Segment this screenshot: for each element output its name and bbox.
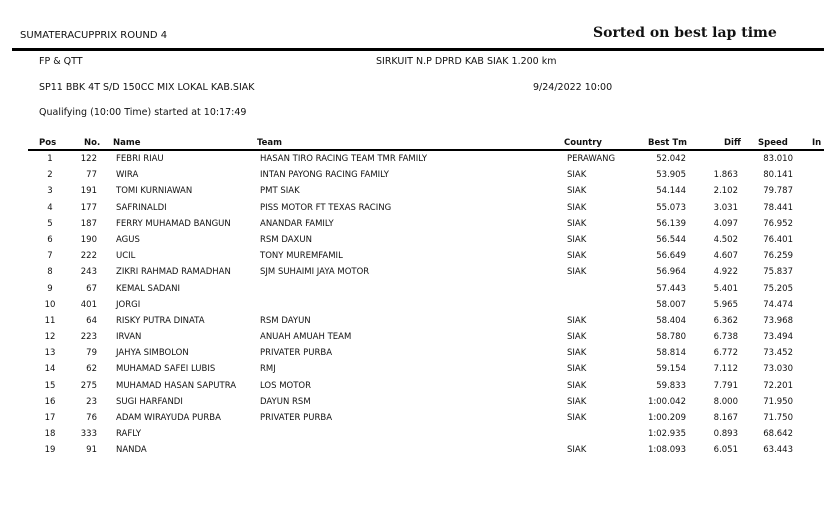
- cell-best: 1:00.042: [647, 396, 686, 407]
- header-divider: [28, 149, 824, 151]
- cell-best: 57.443: [656, 283, 686, 294]
- table-row: [0, 412, 836, 428]
- cell-pos: 19: [44, 445, 56, 456]
- cell-team: PRIVATER PURBA: [260, 413, 333, 423]
- cell-name: TOMI KURNIAWAN: [116, 186, 193, 197]
- cell-name: FERRY MUHAMAD BANGUN: [116, 218, 231, 229]
- circuit-label: SIRKUIT N.P DPRD KAB SIAK 1.200 km: [376, 56, 557, 67]
- cell-name: WIRA: [116, 170, 139, 181]
- table-row: [0, 266, 836, 282]
- cell-no: 77: [86, 170, 97, 181]
- cell-no: 177: [80, 202, 97, 213]
- cell-team: DAYUN RSM: [260, 396, 311, 407]
- results-table: [0, 153, 836, 461]
- cell-team: PRIVATER PURBA: [260, 348, 333, 359]
- cell-no: 333: [80, 429, 97, 440]
- cell-name: RAFLY: [116, 429, 142, 440]
- cell-pos: 15: [44, 380, 56, 391]
- cell-country: SIAK: [567, 170, 587, 181]
- table-row: [0, 396, 836, 412]
- cell-diff: 5.401: [713, 283, 738, 294]
- date-label: 9/24/2022 10:00: [533, 82, 613, 93]
- cell-no: 64: [86, 315, 97, 326]
- cell-best: 59.154: [656, 364, 686, 375]
- cell-diff: 0.893: [713, 429, 738, 440]
- table-row: [0, 250, 836, 266]
- cell-best: 56.544: [656, 234, 686, 245]
- cell-name: ADAM WIRAYUDA PURBA: [116, 413, 221, 423]
- cell-speed: 71.950: [763, 396, 793, 407]
- cell-best: 54.144: [656, 186, 686, 197]
- cell-best: 52.042: [656, 154, 686, 164]
- cell-name: ZIKRI RAHMAD RAMADHAN: [116, 267, 231, 278]
- cell-best: 58.007: [656, 299, 686, 310]
- cell-speed: 73.030: [763, 364, 793, 375]
- cell-best: 56.649: [656, 251, 686, 262]
- cell-team: RSM DAYUN: [260, 315, 311, 326]
- cell-best: 1:00.209: [647, 413, 686, 423]
- cell-speed: 68.642: [763, 429, 793, 440]
- cell-diff: 1.863: [713, 170, 738, 181]
- table-row: [0, 428, 836, 444]
- cell-best: 56.139: [656, 218, 686, 229]
- cell-country: SIAK: [567, 218, 587, 229]
- cell-best: 1:02.935: [647, 429, 686, 440]
- cell-country: SIAK: [567, 332, 587, 343]
- cell-diff: 8.000: [713, 396, 738, 407]
- table-row: [0, 444, 836, 460]
- cell-pos: 9: [47, 283, 53, 294]
- cell-no: 190: [80, 234, 97, 245]
- cell-no: 91: [86, 445, 97, 456]
- cell-diff: 4.922: [713, 267, 738, 278]
- cell-pos: 7: [47, 251, 53, 262]
- cell-country: SIAK: [567, 234, 587, 245]
- table-row: [0, 380, 836, 396]
- cell-team: PISS MOTOR FT TEXAS RACING: [260, 202, 392, 213]
- cell-best: 55.073: [656, 202, 686, 213]
- cell-pos: 1: [47, 154, 53, 164]
- cell-no: 122: [80, 154, 97, 164]
- cell-country: SIAK: [567, 186, 587, 197]
- sort-label: Sorted on best lap time: [593, 25, 777, 41]
- cell-team: HASAN TIRO RACING TEAM TMR FAMILY: [260, 154, 428, 164]
- cell-country: SIAK: [567, 396, 587, 407]
- cell-no: 243: [80, 267, 97, 278]
- cell-diff: 5.965: [713, 299, 738, 310]
- cell-pos: 16: [44, 396, 56, 407]
- cell-speed: 75.837: [763, 267, 793, 278]
- cell-no: 275: [80, 380, 97, 391]
- cell-team: TONY MUREMFAMIL: [260, 251, 343, 262]
- cell-diff: 7.112: [713, 364, 738, 375]
- cell-pos: 8: [47, 267, 53, 278]
- table-row: [0, 234, 836, 250]
- cell-name: JAHYA SIMBOLON: [116, 348, 189, 359]
- table-row: [0, 169, 836, 185]
- cell-name: JORGI: [116, 299, 141, 310]
- event-title: SUMATERACUPPRIX ROUND 4: [20, 30, 168, 41]
- cell-no: 187: [80, 218, 97, 229]
- cell-country: PERAWANG: [567, 154, 616, 164]
- cell-no: 23: [86, 396, 97, 407]
- col-no: No.: [84, 138, 101, 148]
- cell-no: 222: [80, 251, 97, 262]
- cell-team: RSM DAXUN: [260, 234, 312, 245]
- cell-diff: 4.502: [713, 234, 738, 245]
- cell-pos: 3: [47, 186, 53, 197]
- col-team: Team: [257, 138, 283, 148]
- cell-diff: 6.051: [713, 445, 738, 456]
- cell-diff: 7.791: [713, 380, 738, 391]
- cell-name: MUHAMAD SAFEI LUBIS: [116, 364, 216, 375]
- cell-country: SIAK: [567, 202, 587, 213]
- cell-speed: 83.010: [763, 154, 793, 164]
- cell-speed: 78.441: [763, 202, 793, 213]
- cell-pos: 12: [44, 332, 56, 343]
- cell-no: 191: [80, 186, 97, 197]
- cell-no: 67: [86, 283, 97, 294]
- cell-speed: 76.401: [763, 234, 793, 245]
- cell-no: 223: [80, 332, 97, 343]
- cell-speed: 72.201: [763, 380, 793, 391]
- cell-speed: 79.787: [763, 186, 793, 197]
- cell-speed: 76.952: [763, 218, 793, 229]
- table-row: [0, 218, 836, 234]
- cell-name: SAFRINALDI: [116, 202, 167, 213]
- col-name: Name: [113, 138, 141, 148]
- cell-no: 76: [86, 413, 97, 423]
- cell-best: 56.964: [656, 267, 686, 278]
- cell-best: 53.905: [656, 170, 686, 181]
- cell-name: MUHAMAD HASAN SAPUTRA: [116, 380, 237, 391]
- cell-team: INTAN PAYONG RACING FAMILY: [260, 170, 389, 181]
- cell-pos: 17: [44, 413, 56, 423]
- cell-diff: 3.031: [713, 202, 738, 213]
- col-in: In: [812, 138, 822, 148]
- col-speed: Speed: [758, 138, 788, 148]
- cell-diff: 4.097: [713, 218, 738, 229]
- cell-pos: 14: [44, 364, 56, 375]
- cell-pos: 2: [47, 170, 53, 181]
- col-country: Country: [564, 138, 602, 148]
- table-row: [0, 299, 836, 315]
- cell-speed: 63.443: [763, 445, 793, 456]
- table-row: [0, 202, 836, 218]
- cell-country: SIAK: [567, 315, 587, 326]
- cell-speed: 80.141: [763, 170, 793, 181]
- cell-name: FEBRI RIAU: [116, 154, 164, 164]
- top-divider: [12, 48, 824, 51]
- table-row: [0, 331, 836, 347]
- table-row: [0, 315, 836, 331]
- cell-name: KEMAL SADANI: [116, 283, 180, 294]
- cell-best: 59.833: [656, 380, 686, 391]
- cell-speed: 71.750: [763, 413, 793, 423]
- cell-best: 58.404: [656, 315, 686, 326]
- cell-no: 79: [86, 348, 97, 359]
- cell-diff: 4.607: [713, 251, 738, 262]
- cell-best: 1:08.093: [647, 445, 686, 456]
- cell-pos: 18: [44, 429, 56, 440]
- cell-country: SIAK: [567, 364, 587, 375]
- cell-pos: 5: [47, 218, 53, 229]
- cell-country: SIAK: [567, 380, 587, 391]
- cell-speed: 75.205: [763, 283, 793, 294]
- cell-pos: 10: [44, 299, 56, 310]
- table-row: [0, 347, 836, 363]
- cell-team: RMJ: [260, 364, 276, 375]
- cell-pos: 4: [47, 202, 53, 213]
- cell-no: 401: [80, 299, 97, 310]
- cell-team: ANANDAR FAMILY: [260, 218, 334, 229]
- table-row: [0, 185, 836, 201]
- cell-name: IRVAN: [116, 332, 142, 343]
- cell-team: SJM SUHAIMI JAYA MOTOR: [260, 267, 370, 278]
- cell-speed: 73.968: [763, 315, 793, 326]
- cell-no: 62: [86, 364, 97, 375]
- cell-speed: 74.474: [763, 299, 793, 310]
- cell-name: SUGI HARFANDI: [116, 396, 183, 407]
- cell-name: NANDA: [116, 445, 147, 456]
- cell-country: SIAK: [567, 251, 587, 262]
- class-label: SP11 BBK 4T S/D 150CC MIX LOKAL KAB.SIAK: [39, 82, 255, 93]
- col-pos: Pos: [39, 138, 57, 148]
- col-diff: Diff: [724, 138, 741, 148]
- cell-country: SIAK: [567, 445, 587, 456]
- cell-name: UCIL: [116, 251, 136, 262]
- cell-pos: 6: [47, 234, 53, 245]
- cell-diff: 2.102: [713, 186, 738, 197]
- cell-diff: 8.167: [713, 413, 738, 423]
- cell-best: 58.814: [656, 348, 686, 359]
- cell-team: PMT SIAK: [260, 186, 300, 197]
- cell-country: SIAK: [567, 348, 587, 359]
- cell-speed: 73.452: [763, 348, 793, 359]
- table-row: [0, 283, 836, 299]
- cell-country: SIAK: [567, 413, 587, 423]
- session-label: FP & QTT: [39, 56, 83, 67]
- cell-diff: 6.362: [713, 315, 738, 326]
- cell-speed: 76.259: [763, 251, 793, 262]
- cell-speed: 73.494: [763, 332, 793, 343]
- table-row: [0, 153, 836, 169]
- col-best: Best Tm: [648, 138, 687, 148]
- cell-diff: 6.772: [713, 348, 738, 359]
- table-row: [0, 363, 836, 379]
- qualifying-label: Qualifying (10:00 Time) started at 10:17:49: [39, 107, 247, 118]
- cell-team: ANUAH AMUAH TEAM: [260, 332, 352, 343]
- cell-name: AGUS: [116, 234, 140, 245]
- cell-team: LOS MOTOR: [260, 380, 312, 391]
- cell-diff: 6.738: [713, 332, 738, 343]
- cell-pos: 13: [44, 348, 56, 359]
- cell-best: 58.780: [656, 332, 686, 343]
- cell-name: RISKY PUTRA DINATA: [116, 315, 205, 326]
- cell-pos: 11: [44, 315, 56, 326]
- cell-country: SIAK: [567, 267, 587, 278]
